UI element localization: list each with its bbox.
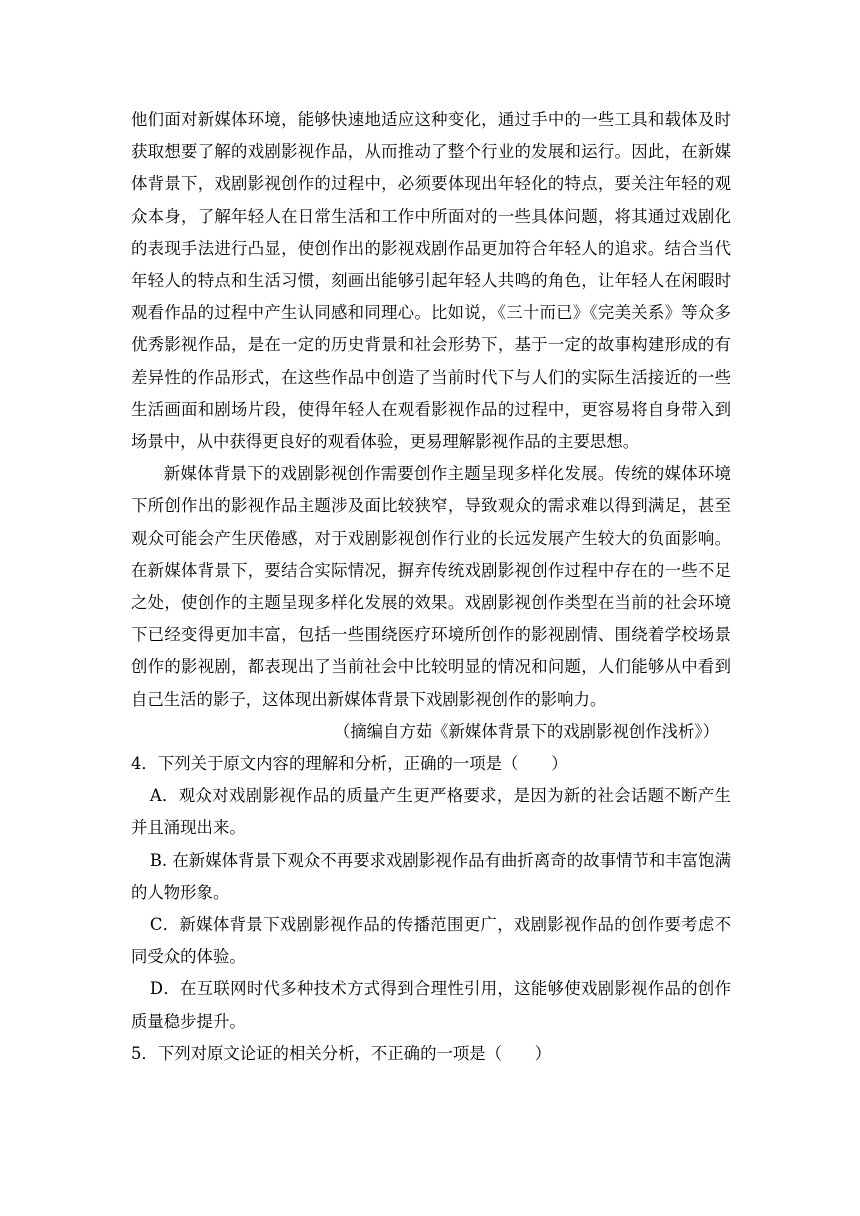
question-4-option-d: D．在互联网时代多种技术方式得到合理性引用，这能够使戏剧影视作品的创作质量稳步提升。 [131, 979, 731, 1031]
question-5 [131, 1038, 731, 1070]
question-5-stem: 5．下列对原文论证的相关分析，不正确的一项是（ ） [131, 1043, 552, 1063]
question-4-stem: 4．下列关于原文内容的理解和分析，正确的一项是（ ） [131, 754, 568, 774]
document-body [131, 104, 731, 1070]
question-4-option-a: A．观众对戏剧影视作品的质量产生更严格要求，是因为新的社会话题不断产生并且涌现出来。 [131, 786, 731, 838]
question-4-option-c: C．新媒体背景下戏剧影视作品的传播范围更广，戏剧影视作品的创作要考虑不同受众的体验。 [131, 915, 731, 967]
article-paragraph-2: 新媒体背景下的戏剧影视创作需要创作主题呈现多样化发展。传统的媒体环境下所创作出的影视作品主题涉及面比较狭窄，导致观众的需求难以得到满足，甚至观众可能会产生厌倦感，对于戏剧影视创作行业的长远发展产生较大的负面影响。在新媒体背景下，要结合实际情况，摒弃传统戏剧影视创作过程中存在的一些不足之处，使创作的主题呈现多样化发展的效果。戏剧影视创作类型在当前的社会环境下已经变得更加丰富，包括一些围绕医疗环境所创作的影视剧情、围绕着学校场景创作的影视剧，都表现出了当前社会中比较明显的情况和问题，人们能够从中看到自己生活的影子，这体现出新媒体背景下戏剧影视创作的影响力。 [131, 464, 731, 709]
question-4-option-b: B. 在新媒体背景下观众不再要求戏剧影视作品有曲折离奇的故事情节和丰富饱满的人物形象。 [131, 850, 731, 902]
question-4 [131, 748, 731, 1038]
article-paragraph-1: 他们面对新媒体环境，能够快速地适应这种变化，通过手中的一些工具和载体及时获取想要了解的戏剧影视作品，从而推动了整个行业的发展和运行。因此，在新媒体背景下，戏剧影视创作的过程中，必须要体现出年轻化的特点，要关注年轻的观众本身，了解年轻人在日常生活和工作中所面对的一些具体问题，将其通过戏剧化的表现手法进行凸显，使创作出的影视戏剧作品更加符合年轻人的追求。结合当代年轻人的特点和生活习惯，刻画出能够引起年轻人共鸣的角色，让年轻人在闲暇时观看作品的过程中产生认同感和同理心。比如说，《三十而已》《完美关系》等众多优秀影视作品，是在一定的历史背景和社会形势下，基于一定的故事构建形成的有差异性的作品形式，在这些作品中创造了当前时代下与人们的实际生活接近的一些生活画面和剧场片段，使得年轻人在观看影视作品的过程中，更容易将自身带入到场景中，从中获得更良好的观看体验，更易理解影视作品的主要思想。 [131, 110, 731, 452]
article-source-citation: （摘编自方茹《新媒体背景下的戏剧影视创作浅析》） [333, 721, 719, 741]
